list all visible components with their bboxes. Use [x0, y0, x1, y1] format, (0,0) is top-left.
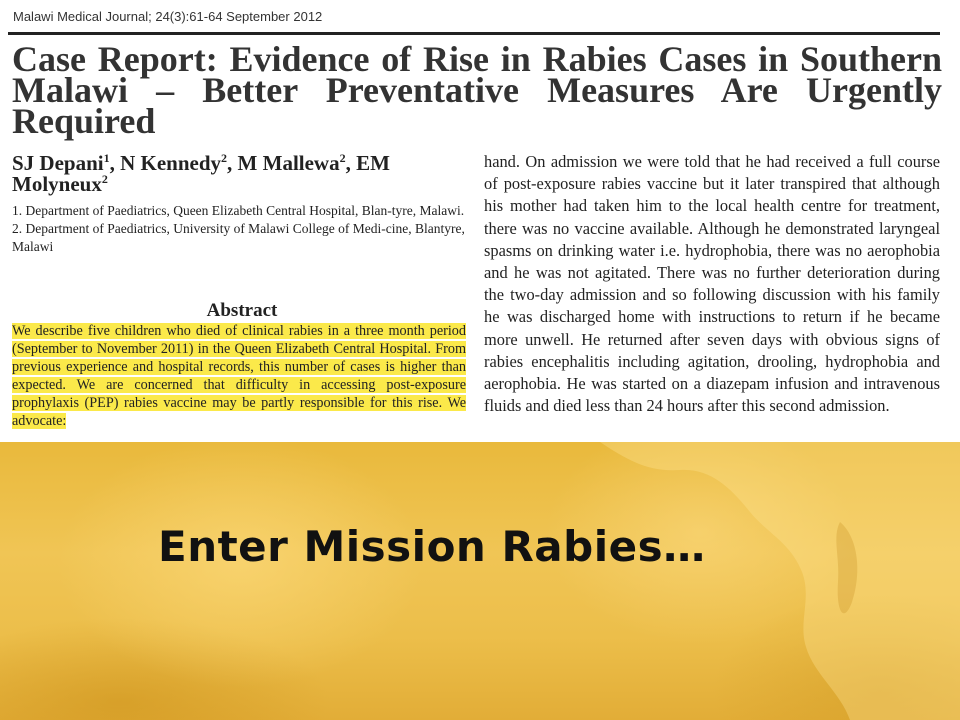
- case-description-column: hand. On admission we were told that he had received a full course of post-exposure rabies vaccine but it later transpired that although his mother had taken him to the local health centre for treatment, there was no vaccine available. Although he demonstrated laryngeal spasms on drinking water i.e. hydrophobia, there was no aerophobia and he was not agitated. There was no further deterioration during the two-day admission and so following discussion with his family he was discharged home with instructions to return if he became more unwell. He returned after seven days with obvious signs of rabies encephalitis including agitation, drooling, hydrophobia and aerophobia. He was started on a diazepam infusion and intravenous fluids and died less than 24 hours after this second admission.: [484, 152, 940, 416]
- abstract-body: [12, 322, 466, 430]
- author-affiliation-mark: 1: [103, 151, 110, 165]
- highlighted-abstract-text: We describe five children who died of clinical rabies in a three month period (September to November 2011) in the Queen Elizabeth Central Hospital. From previous experience and hospital records, this number of cases is higher than expected. We are concerned that difficulty in accessing post-exposure prophylaxis (PEP) rabies vaccine may be partly responsible for this rise. We advocate:: [12, 323, 466, 429]
- affiliations: [12, 202, 468, 256]
- author-affiliation-mark: 2: [221, 151, 228, 165]
- affiliation-1: 1. Department of Paediatrics, Queen Elizabeth Central Hospital, Blan-tyre, Malawi.: [12, 203, 465, 218]
- article-title: Case Report: Evidence of Rise in Rabies Cases in Southern Malawi – Better Preventative Measures Are Urgently Required: [12, 39, 942, 141]
- author-separator: ,: [109, 151, 121, 175]
- affiliation-2: 2. Department of Paediatrics, University of Malawi College of Medi-cine, Blantyre, Malawi: [12, 221, 465, 254]
- author-separator: ,: [345, 151, 357, 175]
- author-affiliation-mark: 2: [101, 172, 108, 186]
- author-name: EM Molyneux: [12, 151, 390, 196]
- author-affiliation-mark: 2: [339, 151, 346, 165]
- mission-rabies-banner: [0, 442, 960, 720]
- author-name: M Mallewa: [237, 151, 340, 175]
- abstract-heading: Abstract: [206, 300, 278, 321]
- header-rule: [8, 32, 940, 35]
- journal-header: Malawi Medical Journal; 24(3):61-64 September 2012: [13, 9, 323, 24]
- author-name: N Kennedy: [120, 151, 222, 175]
- banner-title: Enter Mission Rabies…: [158, 522, 706, 571]
- africa-map-watermark: [540, 442, 960, 720]
- author-list: [12, 153, 462, 195]
- author-name: SJ Depani: [12, 151, 104, 175]
- author-separator: ,: [227, 151, 238, 175]
